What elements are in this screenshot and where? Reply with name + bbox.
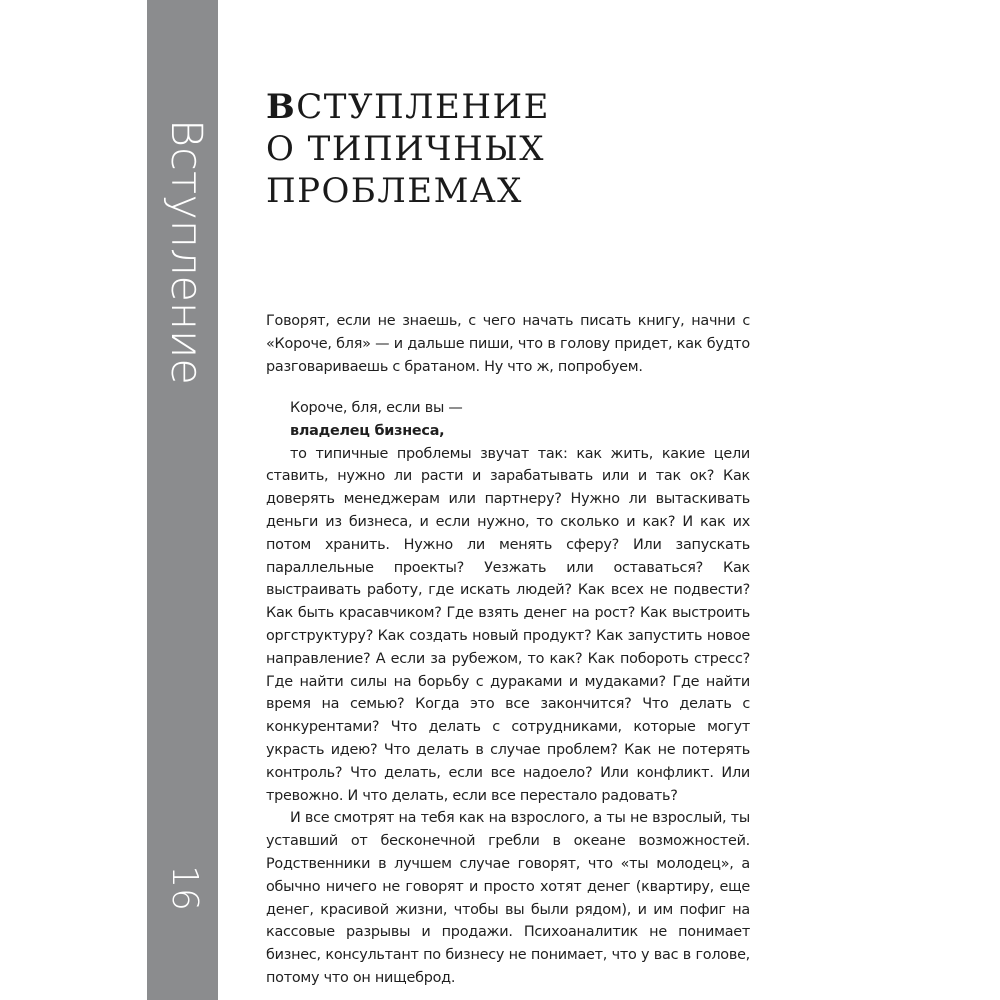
intro-paragraph [266, 310, 750, 378]
closing-paragraph: И все смотрят на тебя как на взрослого, а ты не взрослый, ты уставший от бесконечной гребли в океане возможностей. Родственники в лучшем случае говорят, что «ты молодец», а обычно ничего не говорят и просто хотят денег (квартиру, еще денег, красивой жизни, чтобы вы были рядом), и им пофиг на кассовые разрывы и продажи. Психоаналитик не понимает бизнес, консультант по бизнесу не понимает, что у вас в голове, потому что он нищеброд. [266, 810, 750, 986]
page-number: 16 [164, 865, 205, 911]
intro-text: Говорят, если не знаешь, с чего начать писать книгу, начни с «Короче, бля» — и дальше пиши, что в голову придет, как будто разговариваешь с братаном. Ну что ж, попробуем. [266, 313, 750, 375]
section-lead: Короче, бля, если вы — [290, 400, 463, 416]
problems-paragraph: то типичные проблемы звучат так: как жить, какие цели ставить, нужно ли расти и зарабатывать или и так ок? Как доверять менеджерам или партнеру? Нужно ли вытаскивать деньги из бизнеса, и если нужно, то сколько и как? И как их потом хранить. Нужно ли менять сферу? Или запускать параллельные проекты? Уезжать или оставаться? Как выстраивать работу, где искать людей? Как всех не подвести? Как быть красавчиком? Где взять денег на рост? Как выстроить оргструктуру? Как создать новый продукт? Как запустить новое направление? А если за рубежом, то как? Как побороть стресс? Где найти силы на борьбу с дураками и мудаками? Где найти время на семью? Когда это все закончится? Что делать с конкурентами? Что делать с сотрудниками, которые могут украсть идею? Что делать в случае проблем? Как не потерять контроль? Что делать, если все надоело? Или конфликт. Или тревожно. И что делать, если все перестало радовать? [266, 445, 750, 804]
body-section [266, 397, 750, 990]
title-line-1: СТУПЛЕНИЕ [296, 87, 550, 127]
chapter-title [266, 86, 550, 212]
title-first-letter: В [266, 87, 297, 127]
sidebar-section-title: Вступление [161, 119, 211, 385]
section-role: владелец бизнеса, [290, 422, 445, 439]
title-line-2: О ТИПИЧНЫХ [266, 129, 545, 169]
title-line-3: ПРОБЛЕМАХ [266, 171, 523, 211]
